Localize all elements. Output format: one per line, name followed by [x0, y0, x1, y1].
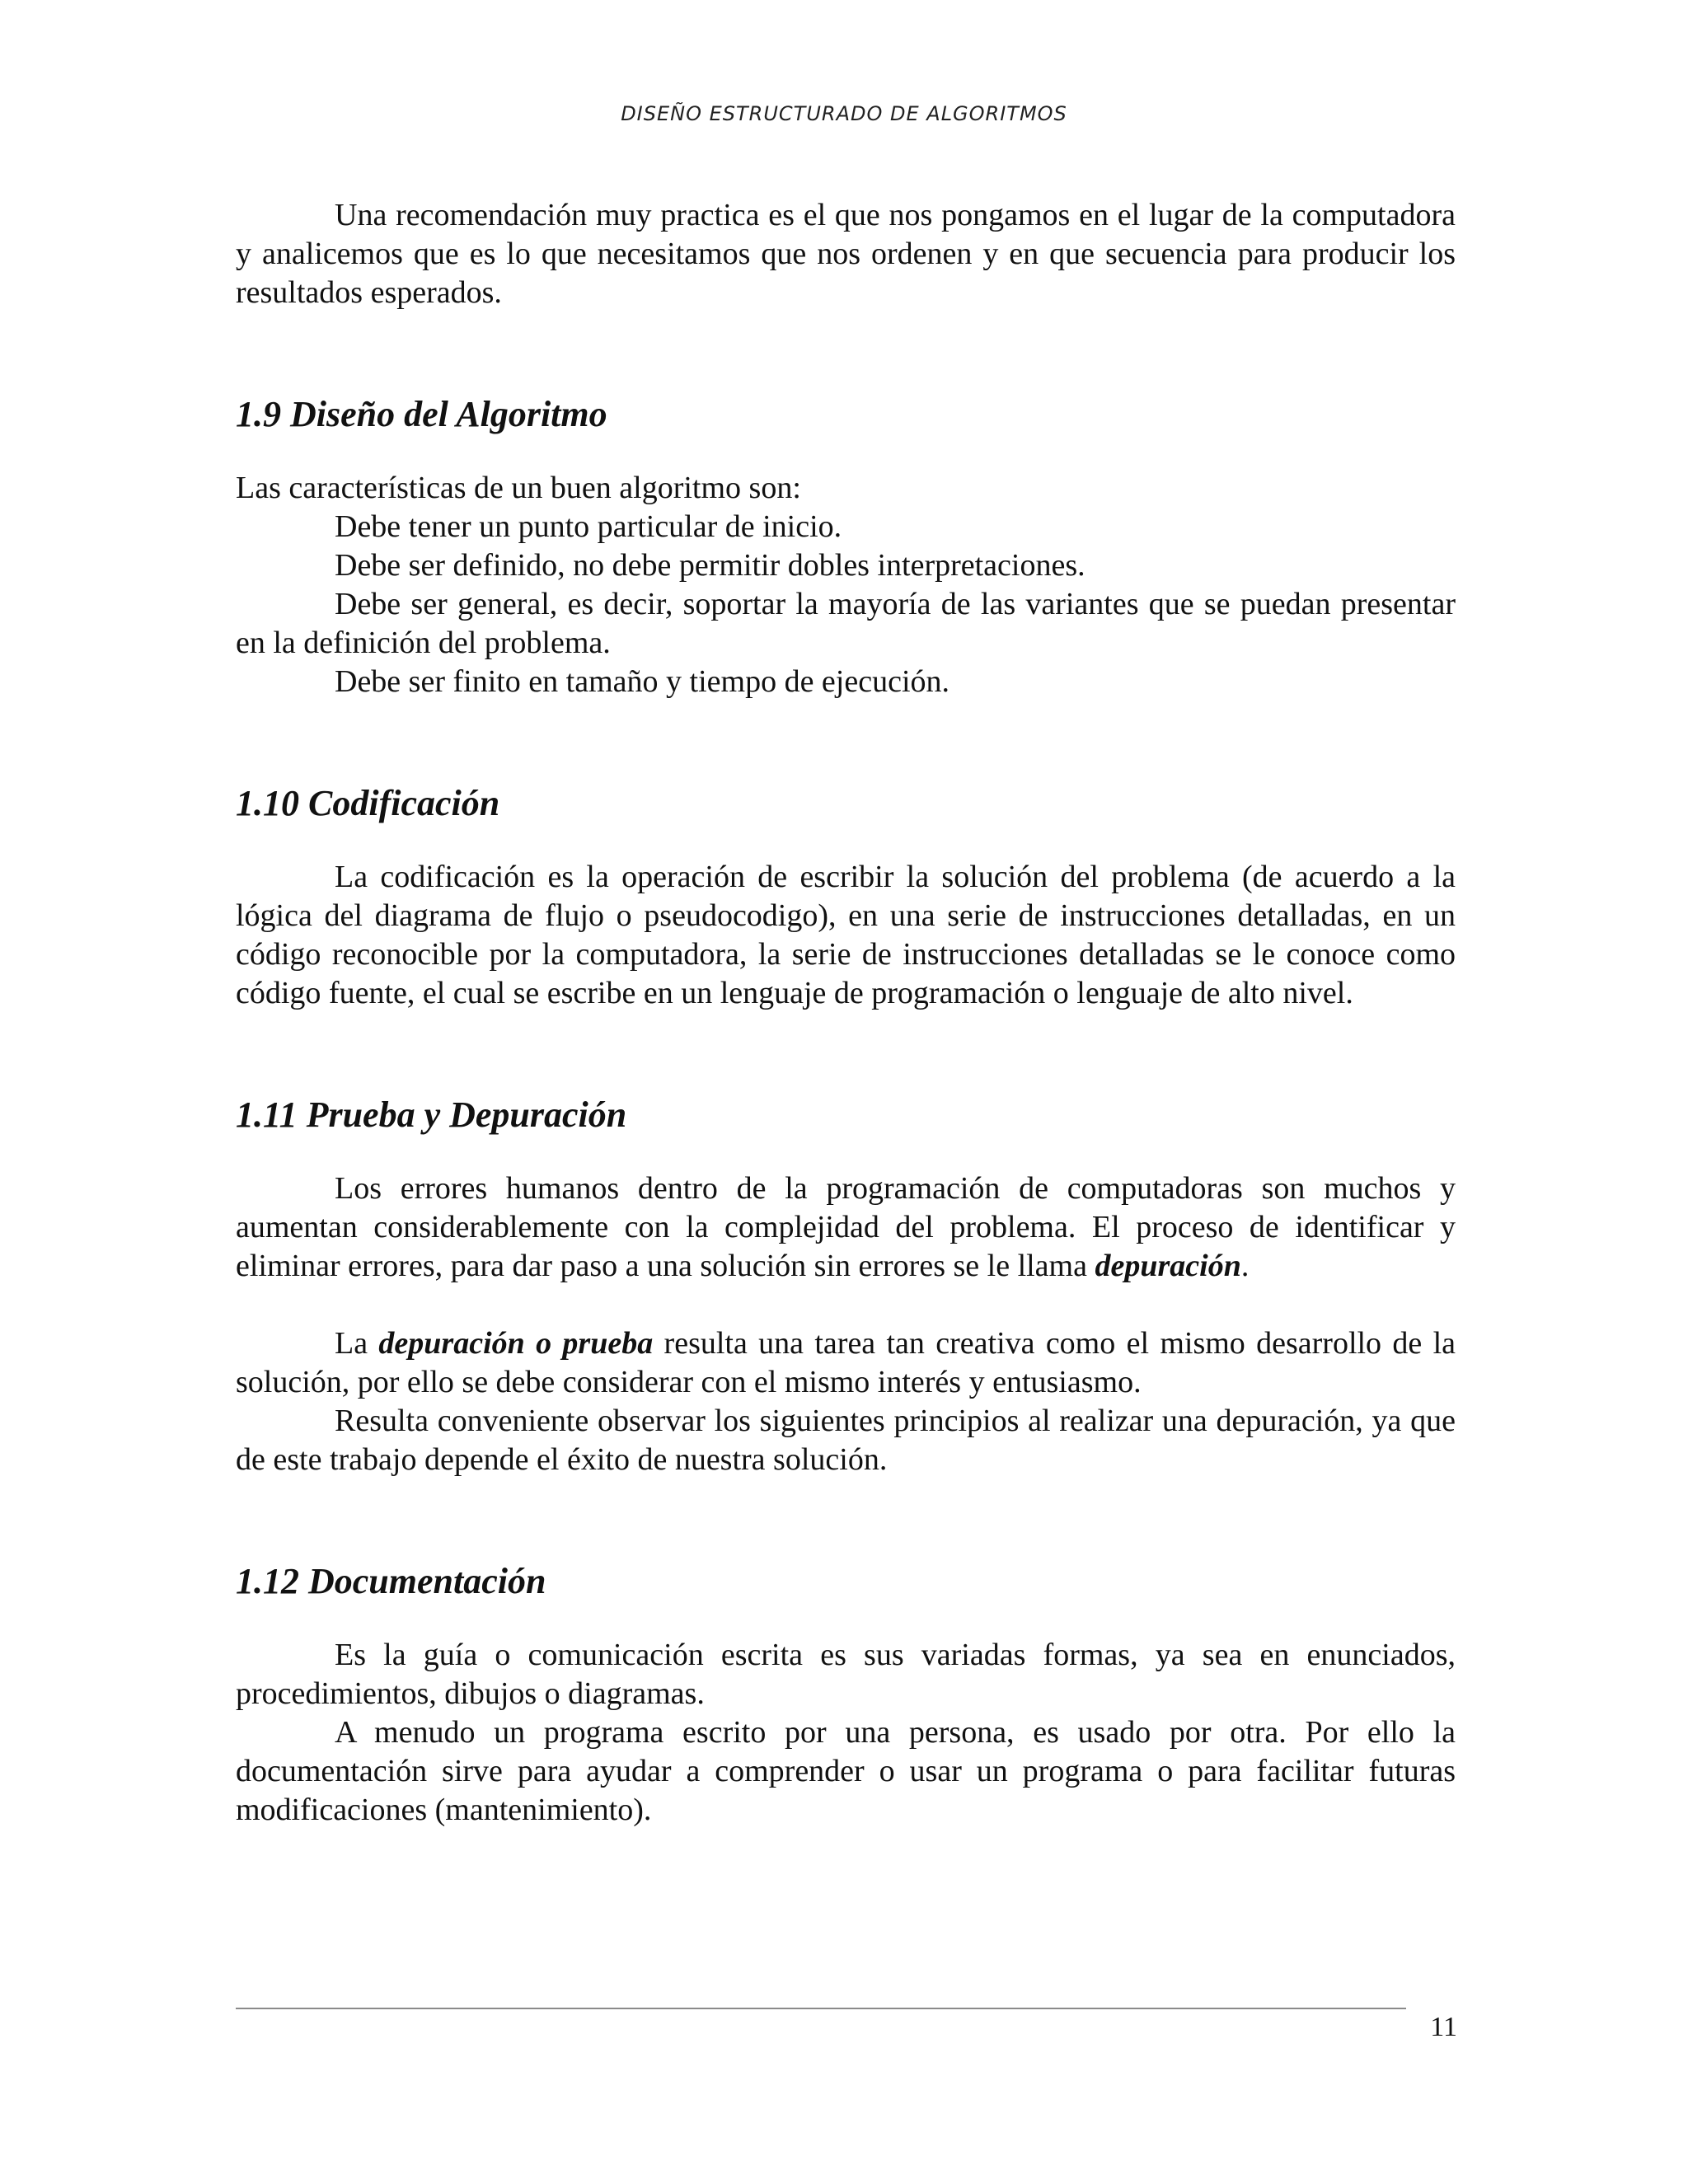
- debugging-paragraph-2-text: resulta una tarea tan creativa como el mismo desarrollo de la solución, por ello se debe considerar con el mismo interés y entusiasmo.: [236, 1326, 1456, 1399]
- debugging-paragraph-2: [236, 1324, 1456, 1402]
- section-heading-1-9: 1.9 Diseño del Algoritmo: [236, 394, 607, 434]
- debugging-paragraph-1: [236, 1169, 1456, 1286]
- intro-paragraph: Una recomendación muy practica es el que nos pongamos en el lugar de la computadora y analicemos que es lo que necesitamos que nos ordenen y en que secuencia para producir los resultados esperados.: [236, 198, 1456, 310]
- depuracion-emphasis: depuración: [1095, 1249, 1241, 1283]
- documentation-paragraph-2: A menudo un programa escrito por una persona, es usado por otra. Por ello la documentación sirve para ayudar a comprender o usar un programa o para facilitar futuras modificaciones (mantenimiento).: [236, 1715, 1456, 1827]
- debugging-paragraph-1-end: .: [1240, 1249, 1250, 1283]
- codification-paragraph: La codificación es la operación de escribir la solución del problema (de acuerdo a la lógica del diagrama de flujo o pseudocodigo), en una serie de instrucciones detalladas, en un código reconocible por la computadora, la serie de instrucciones detalladas se le conoce como código fuente, el cual se escribe en un lenguaje de programación o lenguaje de alto nivel.: [236, 860, 1456, 1010]
- depuracion-o-prueba-emphasis: depuración o prueba: [378, 1326, 654, 1361]
- debugging-paragraph-3: Resulta conveniente observar los siguientes principios al realizar una depuración, ya que de este trabajo depende el éxito de nuestra solución.: [236, 1404, 1456, 1477]
- section-heading-1-10: 1.10 Codificación: [236, 783, 500, 823]
- section-heading-1-12: 1.12 Documentación: [236, 1561, 546, 1601]
- characteristics-lead: Las características de un buen algoritmo son:: [236, 471, 801, 505]
- page-number: 11: [1430, 2012, 1457, 2042]
- debugging-paragraph-2-start: La: [335, 1326, 379, 1361]
- characteristic-item: Debe ser definido, no debe permitir dobles interpretaciones.: [335, 548, 1085, 583]
- characteristic-item: Debe tener un punto particular de inicio.: [335, 509, 842, 544]
- section-heading-1-11: 1.11 Prueba y Depuración: [236, 1094, 627, 1135]
- characteristic-item: Debe ser finito en tamaño y tiempo de ejecución.: [335, 664, 950, 699]
- characteristic-item: Debe ser general, es decir, soportar la mayoría de las variantes que se puedan presentar en la definición del problema.: [236, 587, 1456, 660]
- debugging-paragraph-1-text: Los errores humanos dentro de la programación de computadoras son muchos y aumentan considerablemente con la complejidad del problema. El proceso de identificar y eliminar errores, para dar paso a una solución sin errores se le llama: [236, 1171, 1456, 1283]
- footer-rule: [236, 2008, 1406, 2009]
- page-body: [236, 196, 1456, 1830]
- documentation-paragraph-1: Es la guía o comunicación escrita es sus variadas formas, ya sea en enunciados, procedimientos, dibujos o diagramas.: [236, 1638, 1456, 1711]
- running-header: DISEÑO ESTRUCTURADO DE ALGORITMOS: [621, 102, 1067, 125]
